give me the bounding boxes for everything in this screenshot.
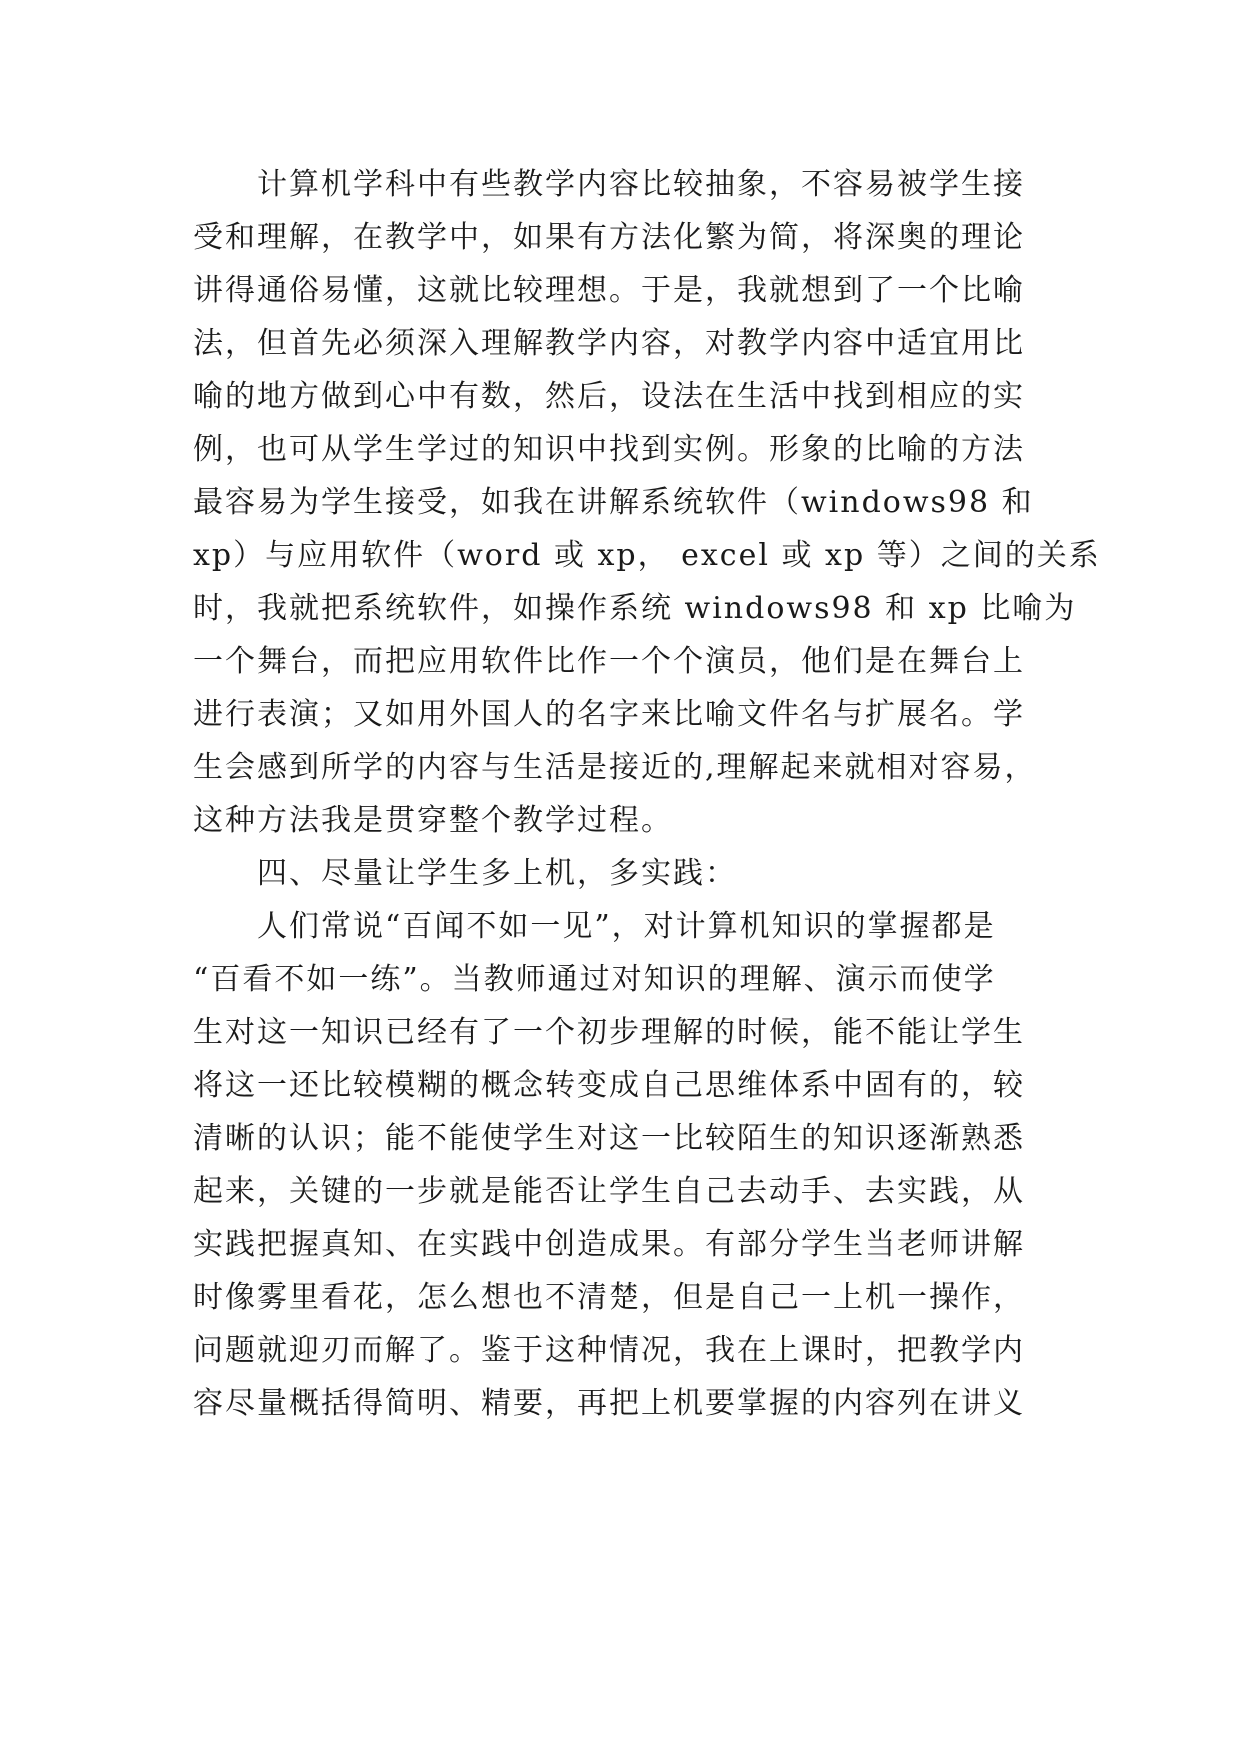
paragraph-line: 人们常说“百闻不如一见”，对计算机知识的掌握都是 [257,909,996,944]
paragraph-line: 一个舞台，而把应用软件比作一个个演员，他们是在舞台上 [193,644,1025,679]
paragraph-line: 进行表演；又如用外国人的名字来比喻文件名与扩展名。学 [193,697,1025,732]
paragraph-line: 时像雾里看花，怎么想也不清楚，但是自己一上机一操作， [193,1280,1025,1315]
paragraph-line: 清晰的认识；能不能使学生对这一比较陌生的知识逐渐熟悉 [193,1121,1025,1156]
paragraph-line: “百看不如一练”。当教师通过对知识的理解、演示而使学 [193,962,996,997]
paragraph-line: 法，但首先必须深入理解教学内容，对教学内容中适宜用比 [193,326,1025,361]
body-text [193,158,1101,1430]
paragraph-line: 例，也可从学生学过的知识中找到实例。形象的比喻的方法 [193,432,1025,467]
paragraph-line: 生对这一知识已经有了一个初步理解的时候，能不能让学生 [193,1015,1025,1050]
paragraph-line: 喻的地方做到心中有数，然后，设法在生活中找到相应的实 [193,379,1025,414]
paragraph-line: 最容易为学生接受，如我在讲解系统软件（windows98 和 [193,485,1034,520]
paragraph-line: 实践把握真知、在实践中创造成果。有部分学生当老师讲解 [193,1227,1025,1262]
paragraph-line: 生会感到所学的内容与生活是接近的,理解起来就相对容易， [193,750,1037,785]
paragraph-line: 计算机学科中有些教学内容比较抽象，不容易被学生接 [257,167,1025,202]
paragraph-line: 容尽量概括得简明、精要，再把上机要掌握的内容列在讲义 [193,1386,1025,1421]
paragraph-line: 讲得通俗易懂，这就比较理想。于是，我就想到了一个比喻 [193,273,1025,308]
section-heading: 四、尽量让学生多上机，多实践： [257,856,737,891]
paragraph-line: 时，我就把系统软件，如操作系统 windows98 和 xp 比喻为 [193,591,1077,626]
paragraph-line: 起来，关键的一步就是能否让学生自己去动手、去实践，从 [193,1174,1025,1209]
paragraph-line: 受和理解，在教学中，如果有方法化繁为简，将深奥的理论 [193,220,1025,255]
paragraph-line: 将这一还比较模糊的概念转变成自己思维体系中固有的，较 [193,1068,1025,1103]
paragraph-line: xp）与应用软件（word 或 xp， excel 或 xp 等）之间的关系 [193,538,1101,573]
paragraph-line: 问题就迎刃而解了。鉴于这种情况，我在上课时，把教学内 [193,1333,1025,1368]
paragraph-line: 这种方法我是贯穿整个教学过程。 [193,803,673,838]
